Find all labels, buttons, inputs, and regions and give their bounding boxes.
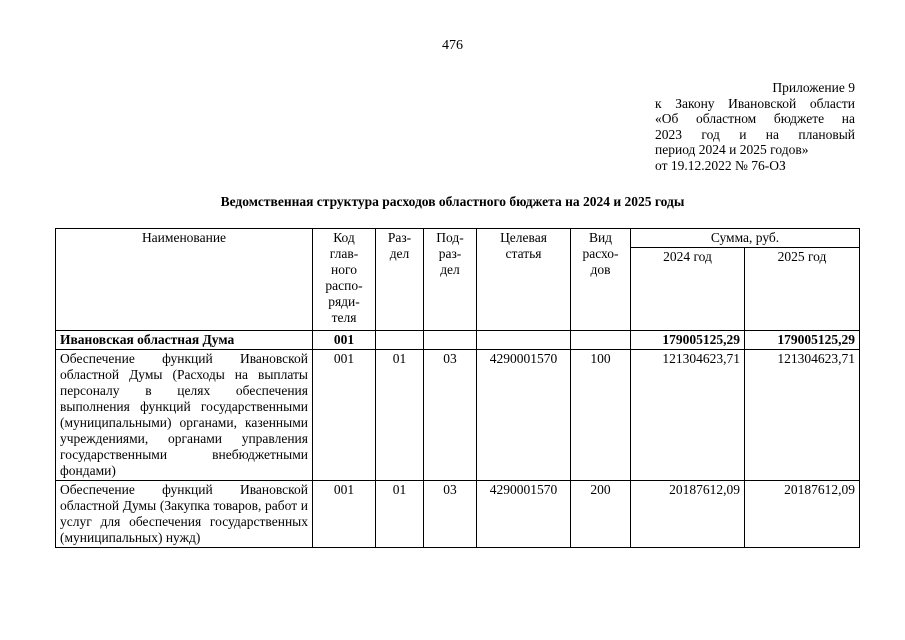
document-title: Ведомственная структура расходов областного бюджета на 2024 и 2025 годы xyxy=(220,194,685,209)
appendix-line: период 2024 и 2025 годов» xyxy=(655,142,809,157)
row-section: 01 xyxy=(376,350,424,481)
row-sum-2025: 20187612,09 xyxy=(745,481,860,548)
header-year-2024: 2024 год xyxy=(631,248,745,331)
header-subsection-line: раз- xyxy=(438,246,462,261)
header-target-line: статья xyxy=(505,246,542,261)
header-code-line: ного xyxy=(331,262,357,277)
header-code-line: глав- xyxy=(329,246,359,261)
header-year-2025: 2025 год xyxy=(745,248,860,331)
appendix-note xyxy=(655,80,855,173)
header-code-line: распо- xyxy=(325,278,363,293)
header-section xyxy=(376,229,424,331)
header-subsection-line: Под- xyxy=(436,230,464,245)
header-expense-type-line: расхо- xyxy=(582,246,619,261)
row-sum-2025: 121304623,71 xyxy=(745,350,860,481)
row-sum-2024: 20187612,09 xyxy=(631,481,745,548)
header-code-line: Код xyxy=(333,230,355,245)
budget-table xyxy=(55,228,860,548)
header-subsection xyxy=(424,229,477,331)
header-section-line: дел xyxy=(389,246,410,261)
table-row xyxy=(56,481,860,548)
row-code: 001 xyxy=(313,481,376,548)
row-subsection: 03 xyxy=(424,350,477,481)
row-target: 4290001570 xyxy=(477,481,571,548)
row-section xyxy=(376,331,424,350)
row-name: Обеспечение функций Ивановской областной Думы (Расходы на выплаты персоналу в целях обеспечения выполнения функций государственными (муниципальными) органами, казенными учреждениями, органами управления государственными внебюджетными фондами) xyxy=(56,350,313,481)
header-code-line: теля xyxy=(331,310,357,325)
appendix-line: «Об областном бюджете на xyxy=(655,111,855,126)
header-target xyxy=(477,229,571,331)
row-name: Ивановская областная Дума xyxy=(56,331,313,350)
header-target-line: Целевая xyxy=(500,230,547,245)
appendix-line: Приложение 9 xyxy=(772,80,855,95)
header-expense-type-line: Вид xyxy=(588,230,613,245)
appendix-line: к Закону Ивановской области xyxy=(655,95,855,111)
appendix-line: 2023 год и на плановый xyxy=(655,126,855,142)
row-code: 001 xyxy=(313,350,376,481)
header-section-line: Раз- xyxy=(387,230,412,245)
header-expense-type xyxy=(571,229,631,331)
page-number: 476 xyxy=(442,38,463,53)
row-expense-type: 100 xyxy=(571,350,631,481)
header-subsection-line: дел xyxy=(440,262,460,277)
row-sum-2025: 179005125,29 xyxy=(745,331,860,350)
row-subsection xyxy=(424,331,477,350)
header-name: Наименование xyxy=(56,229,313,331)
header-sum: Сумма, руб. xyxy=(631,229,860,248)
row-sum-2024: 121304623,71 xyxy=(631,350,745,481)
row-name: Обеспечение функций Ивановской областной Думы (Закупка товаров, работ и услуг для обеспечения государственных (муниципальных) нужд) xyxy=(56,481,313,548)
header-code xyxy=(313,229,376,331)
table-header-row xyxy=(56,229,860,248)
header-code-line: ряди- xyxy=(328,294,360,309)
row-section: 01 xyxy=(376,481,424,548)
row-expense-type: 200 xyxy=(571,481,631,548)
row-target xyxy=(477,331,571,350)
row-expense-type xyxy=(571,331,631,350)
table-row xyxy=(56,350,860,481)
table-row xyxy=(56,331,860,350)
row-target: 4290001570 xyxy=(477,350,571,481)
header-expense-type-line: дов xyxy=(590,262,611,277)
appendix-line: от 19.12.2022 № 76-ОЗ xyxy=(655,157,786,173)
row-sum-2024: 179005125,29 xyxy=(631,331,745,350)
row-code: 001 xyxy=(313,331,376,350)
row-subsection: 03 xyxy=(424,481,477,548)
